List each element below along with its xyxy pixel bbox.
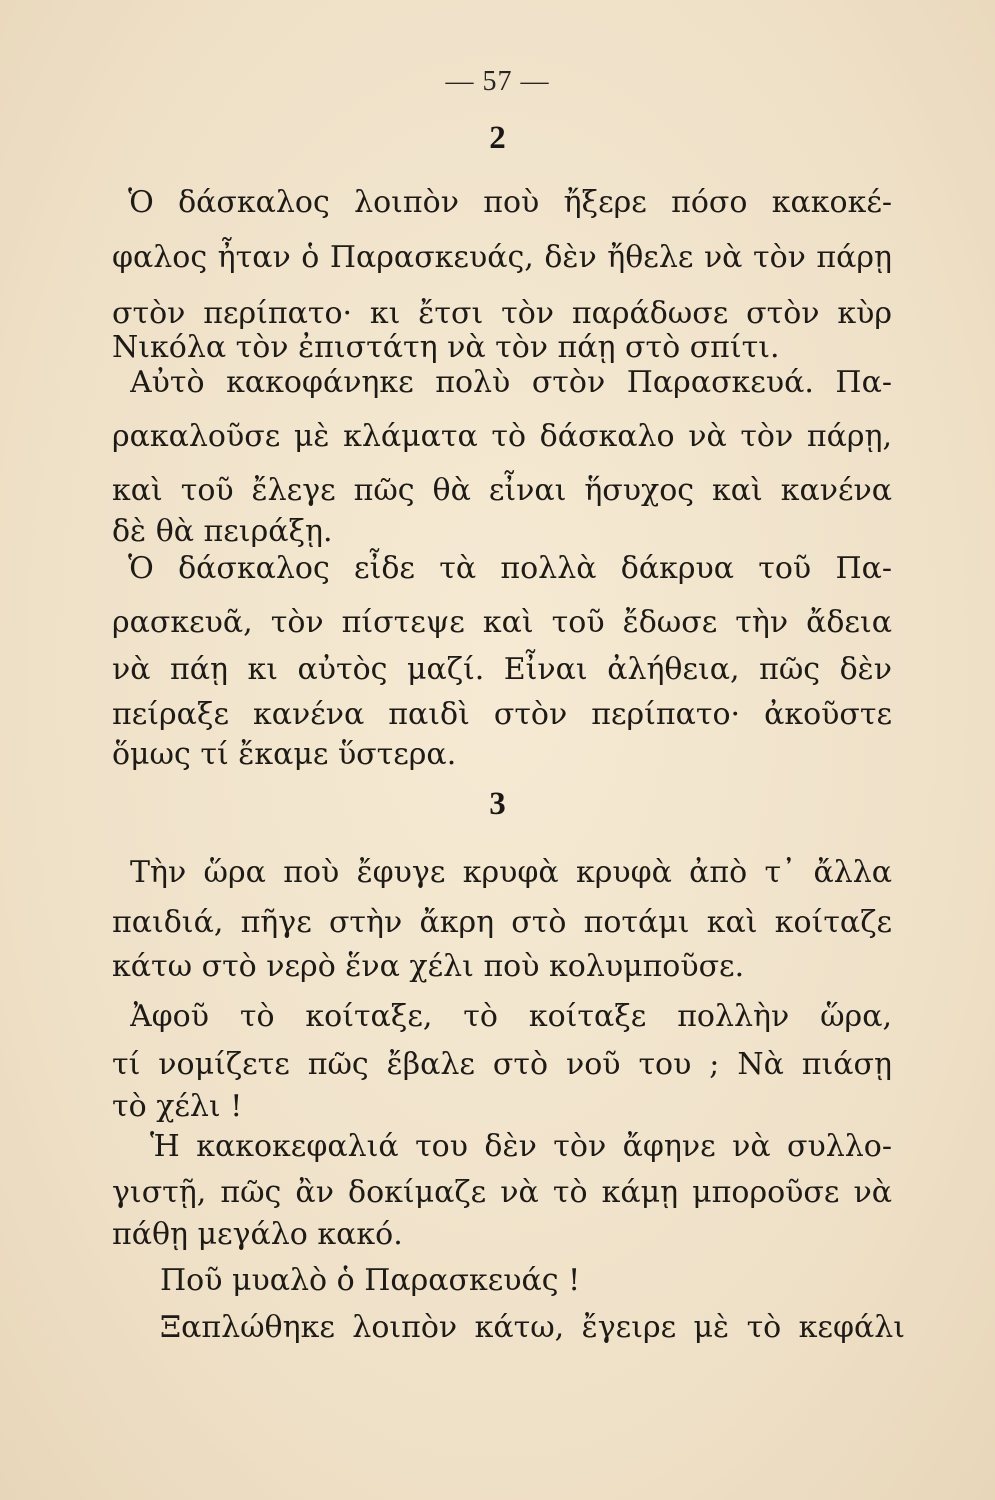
section-number: 3 — [489, 786, 506, 822]
text-line: στὸν περίπατο· κι ἔτσι τὸν παράδωσε στὸν κὺρ — [112, 296, 892, 331]
text-line: καὶ τοῦ ἔλεγε πῶς θὰ εἶναι ἥσυχος καὶ κανένα — [112, 473, 892, 508]
text-line: Ὁ δάσκαλος λοιπὸν ποὺ ἤξερε πόσο κακοκέ- — [128, 185, 892, 220]
text-line: πάθῃ μεγάλο κακό. — [112, 1217, 403, 1252]
text-line: τὸ χέλι ! — [112, 1089, 243, 1124]
text-line: Αὐτὸ κακοφάνηκε πολὺ στὸν Παρασκευά. Πα- — [130, 365, 892, 400]
text-line: ρακαλοῦσε μὲ κλάματα τὸ δάσκαλο νὰ τὸν πάρῃ, — [112, 419, 892, 454]
section-number: 2 — [489, 120, 506, 156]
text-line: Τὴν ὥρα ποὺ ἔφυγε κρυφὰ κρυφὰ ἀπὸ τ᾿ ἄλλα — [130, 855, 892, 890]
text-line: ρασκευᾶ, τὸν πίστεψε καὶ τοῦ ἔδωσε τὴν ἄδεια — [112, 605, 892, 640]
page-number: — 57 — — [445, 66, 550, 97]
text-line: γιστῇ, πῶς ἂν δοκίμαζε νὰ τὸ κάμῃ μποροῦσε νὰ — [112, 1175, 892, 1210]
text-line: ὅμως τί ἔκαμε ὕστερα. — [112, 737, 457, 772]
text-line: Ἡ κακοκεφαλιά του δὲν τὸν ἄφηνε νὰ συλλο- — [150, 1129, 892, 1164]
text-line: δὲ θὰ πειράξῃ. — [112, 514, 333, 549]
text-line: πείραξε κανένα παιδὶ στὸν περίπατο· ἀκοῦστε — [112, 697, 892, 732]
text-line: φαλος ἦταν ὁ Παρασκευάς, δὲν ἤθελε νὰ τὸν πάρῃ — [112, 240, 892, 275]
text-line: παιδιά, πῆγε στὴν ἄκρη στὸ ποτάμι καὶ κοίταζε — [112, 905, 892, 940]
text-line: Ξαπλώθηκε λοιπὸν κάτω, ἔγειρε μὲ τὸ κεφάλι — [160, 1310, 905, 1345]
text-line: νὰ πάῃ κι αὐτὸς μαζί. Εἶναι ἀλήθεια, πῶς δὲν — [112, 652, 892, 687]
text-line: Νικόλα τὸν ἐπιστάτη νὰ τὸν πάῃ στὸ σπίτι. — [112, 330, 780, 365]
text-line: Ἀφοῦ τὸ κοίταξε, τὸ κοίταξε πολλὴν ὥρα, — [130, 999, 892, 1034]
text-line: Ποῦ μυαλὸ ὁ Παρασκευάς ! — [160, 1263, 581, 1298]
text-line: κάτω στὸ νερὸ ἕνα χέλι ποὺ κολυμποῦσε. — [112, 949, 745, 984]
text-line: τί νομίζετε πῶς ἔβαλε στὸ νοῦ του ; Νὰ πιάσῃ — [112, 1047, 892, 1082]
text-line: Ὁ δάσκαλος εἶδε τὰ πολλὰ δάκρυα τοῦ Πα- — [128, 551, 892, 586]
